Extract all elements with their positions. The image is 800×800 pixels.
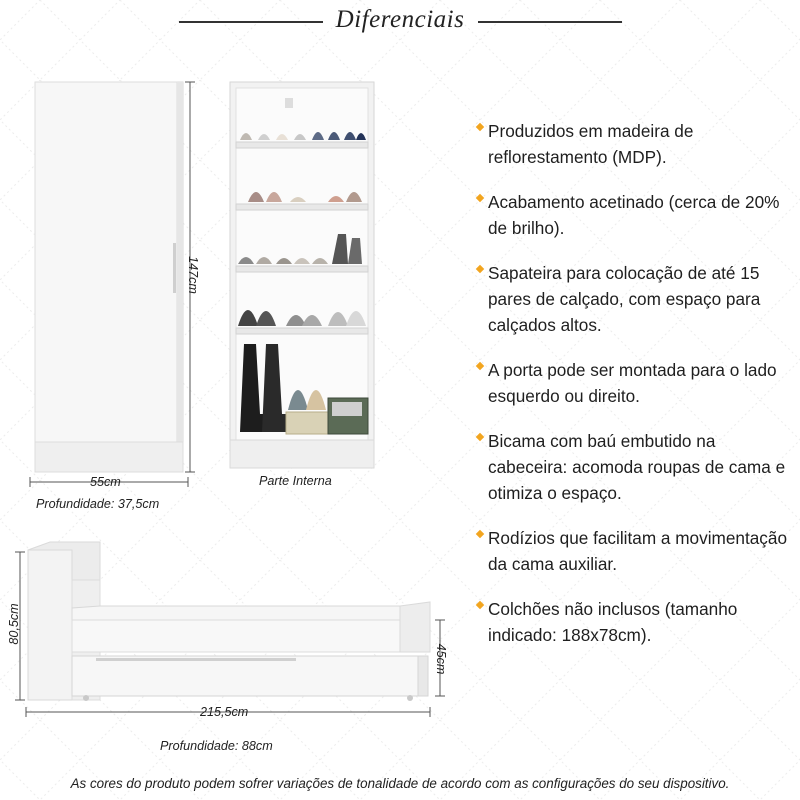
features-list — [476, 118, 794, 667]
frame-height-label: 45cm — [434, 643, 448, 675]
feature-item: A porta pode ser montada para o lado esquerdo ou direito. — [476, 357, 794, 409]
feature-item: Bicama com baú embutido na cabeceira: acomoda roupas de cama e otimiza o espaço. — [476, 428, 794, 506]
bed-depth-label: Profundidade: 88cm — [160, 739, 273, 753]
diamond-bullet-icon — [476, 123, 484, 131]
diamond-bullet-icon — [476, 433, 484, 441]
feature-item: Produzidos em madeira de reflorestamento (MDP). — [476, 118, 794, 170]
page-title: Diferenciais — [335, 6, 465, 33]
feature-item: Acabamento acetinado (cerca de 20% de brilho). — [476, 189, 794, 241]
color-disclaimer: As cores do produto podem sofrer variações de tonalidade de acordo com as configurações do seu dispositivo. — [70, 776, 730, 791]
diamond-bullet-icon — [476, 194, 484, 202]
diamond-bullet-icon — [476, 530, 484, 538]
interior-caption: Parte Interna — [259, 474, 332, 488]
cabinet-interior-drawing — [228, 80, 378, 472]
bed-width-label: 215,5cm — [200, 705, 249, 719]
feature-item: Sapateira para colocação de até 15 pares de calçado, com espaço para calçados altos. — [476, 260, 794, 338]
feature-item: Rodízios que facilitam a movimentação da cama auxiliar. — [476, 525, 794, 577]
bed-drawing — [0, 540, 460, 730]
cabinet-front-drawing — [28, 78, 198, 518]
diamond-bullet-icon — [476, 601, 484, 609]
cabinet-width-label: 55cm — [90, 475, 121, 489]
cabinet-height-label: 147cm — [186, 256, 200, 294]
diamond-bullet-icon — [476, 265, 484, 273]
headboard-height-label: 80,5cm — [7, 603, 21, 645]
feature-item: Colchões não inclusos (tamanho indicado: 188x78cm). — [476, 596, 794, 648]
diamond-bullet-icon — [476, 362, 484, 370]
cabinet-depth-label: Profundidade: 37,5cm — [36, 497, 160, 511]
